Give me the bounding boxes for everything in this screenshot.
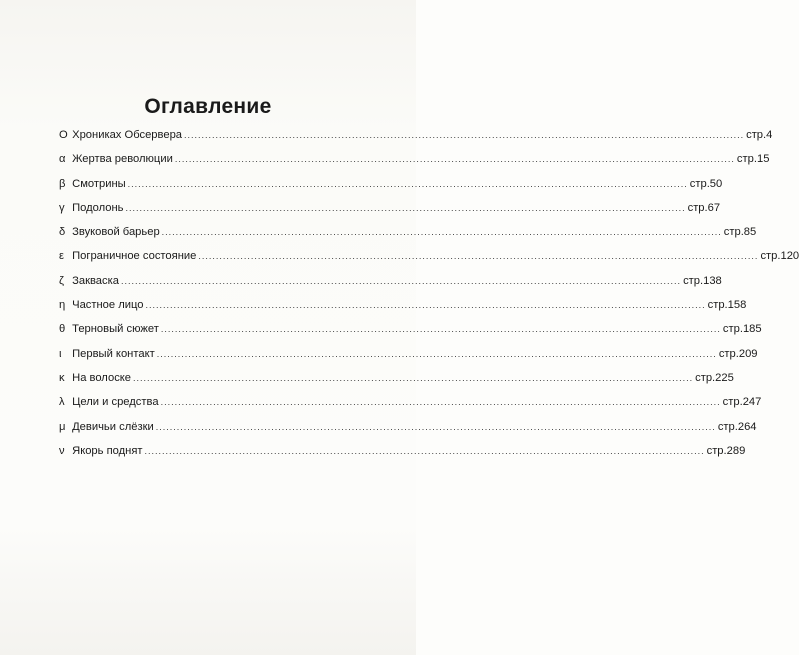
toc-entry-label [59, 220, 162, 244]
toc-entry-label [59, 293, 146, 317]
toc-entry-text: Первый контакт [72, 347, 155, 360]
toc-entry-label [59, 269, 121, 293]
toc-entry-text: Звуковой барьер [72, 226, 160, 239]
toc-entry-symbol: κ [59, 371, 65, 384]
toc-entry [59, 439, 746, 463]
toc-entry [59, 415, 757, 439]
toc-entry-symbol: ε [59, 250, 64, 263]
toc-entry-text: Якорь поднят [72, 444, 143, 457]
toc-entry [59, 123, 773, 147]
toc-entry-symbol: γ [59, 201, 65, 214]
toc-entry-text: Закваска [72, 274, 119, 287]
toc-entry-text: Девичьи слёзки [72, 420, 154, 433]
toc-entry-page: стр.120 [760, 250, 799, 263]
toc-entry-page: стр.264 [717, 420, 757, 433]
toc-entry-label [59, 390, 161, 414]
toc-entry-symbol: θ [59, 323, 66, 336]
toc-entry [59, 220, 757, 244]
toc-entry [59, 390, 762, 414]
toc-entry-label [59, 342, 157, 366]
toc-entry [59, 172, 723, 196]
dot-leader: ................................................................................................................................................................ [120, 275, 682, 286]
toc-entry-text: Частное лицо [72, 299, 144, 312]
dot-leader: ................................................................................................................................................................ [184, 130, 745, 140]
page-title: Оглавление [144, 95, 272, 118]
dot-leader: ................................................................................................................................................................ [160, 397, 721, 408]
dot-leader: ................................................................................................................................................................ [160, 324, 721, 335]
toc-entry-label [59, 196, 126, 220]
toc-entry-text: Пограничное состояние [72, 250, 197, 263]
toc-entry-symbol: δ [59, 226, 66, 239]
toc-entry-text: Подолонь [72, 201, 124, 214]
toc-entry [59, 196, 721, 220]
toc-entry [59, 269, 722, 293]
toc-entry-page: стр.67 [687, 201, 721, 214]
toc-entry-text: На волоске [72, 371, 132, 384]
dot-leader: ................................................................................................................................................................ [145, 300, 706, 311]
table-of-contents [59, 123, 799, 463]
toc-entry-symbol: η [59, 299, 66, 312]
toc-entry-label [59, 317, 161, 341]
toc-entry-page: стр.138 [683, 274, 722, 287]
toc-entry-page: стр.225 [695, 371, 734, 384]
toc-entry-page: стр.158 [707, 299, 747, 312]
toc-entry [59, 293, 747, 317]
toc-entry-label [59, 366, 133, 390]
dot-leader: ................................................................................................................................................................ [174, 154, 735, 165]
toc-entry-text: Жертва революции [72, 153, 173, 166]
toc-entry [59, 244, 799, 268]
dot-leader: ................................................................................................................................................................ [155, 421, 716, 432]
toc-entry-page: стр.247 [722, 396, 762, 409]
toc-entry [59, 317, 762, 341]
toc-entry-label [59, 244, 198, 268]
toc-entry-text: Терновый сюжет [72, 323, 159, 336]
dot-leader: ................................................................................................................................................................ [133, 372, 694, 383]
dot-leader: ................................................................................................................................................................ [127, 178, 688, 189]
toc-entry-page: стр.289 [706, 444, 746, 457]
toc-entry-label [59, 439, 145, 463]
toc-entry-symbol: β [59, 177, 66, 190]
toc-entry-symbol: ι [59, 347, 62, 360]
toc-entry-text: Смотрины [72, 177, 126, 190]
toc-entry-page: стр.50 [689, 177, 723, 190]
toc-entry [59, 147, 770, 171]
toc-entry-symbol: λ [59, 396, 65, 409]
toc-entry-label [59, 172, 128, 196]
toc-entry-symbol: α [59, 153, 66, 166]
toc-entry-page: стр.209 [718, 347, 758, 360]
dot-leader: ................................................................................................................................................................ [198, 251, 759, 262]
toc-entry-symbol: ν [59, 444, 65, 457]
toc-entry-symbol: ζ [59, 274, 64, 287]
dot-leader: ................................................................................................................................................................ [161, 227, 722, 238]
dot-leader: ................................................................................................................................................................ [156, 348, 717, 359]
toc-entry-page: стр.185 [722, 323, 762, 336]
dot-leader: ................................................................................................................................................................ [144, 445, 705, 456]
toc-entry-page: стр.4 [746, 129, 773, 141]
toc-entry-label [59, 415, 156, 439]
toc-entry-text: Цели и средства [72, 396, 159, 409]
toc-entry-page: стр.85 [723, 226, 757, 239]
dot-leader: ................................................................................................................................................................ [125, 202, 686, 213]
toc-entry-label [59, 123, 184, 147]
toc-entry [59, 366, 734, 390]
toc-entry [59, 342, 758, 366]
toc-entry-text: Хрониках Обсервера [72, 129, 183, 141]
toc-entry-page: стр.15 [736, 153, 770, 166]
toc-entry-symbol: μ [59, 420, 66, 433]
toc-entry-label [59, 147, 175, 171]
toc-entry-symbol: О [59, 129, 68, 141]
